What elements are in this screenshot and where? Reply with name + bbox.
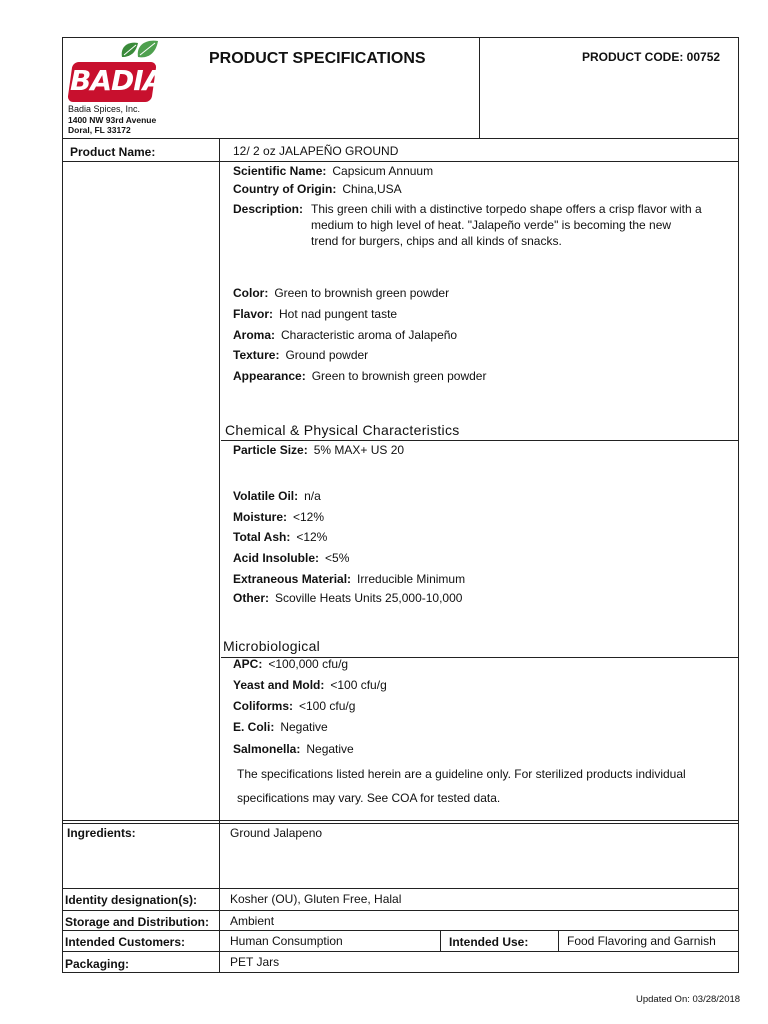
storage-value: Ambient (230, 914, 275, 928)
updated-date: Updated On: 03/28/2018 (636, 994, 741, 1005)
moisture-spec: Moisture: <12% (233, 510, 325, 524)
description-line-1: This green chili with a distinctive torpedo shape offers a crisp flavor with a (311, 202, 702, 216)
page-title: PRODUCT SPECIFICATIONS (209, 50, 426, 67)
ecoli-spec: E. Coli: Negative (233, 720, 328, 734)
color-spec: Color: Green to brownish green powder (233, 286, 450, 300)
chemical-heading: Chemical & Physical Characteristics (225, 422, 460, 438)
particle-size-spec: Particle Size: 5% MAX+ US 20 (233, 443, 405, 457)
guideline-note-line-2: specifications may vary. See COA for tested data. (237, 791, 501, 805)
packaging-value: PET Jars (230, 955, 280, 969)
company-name: Badia Spices, Inc. (68, 104, 141, 114)
country-of-origin: Country of Origin: China,USA (233, 182, 402, 196)
scientific-name: Scientific Name: Capsicum Annuum (233, 164, 434, 178)
packaging-label: Packaging: (65, 957, 130, 971)
salmonella-spec: Salmonella: Negative (233, 742, 354, 756)
product-name-label: Product Name: (70, 145, 156, 159)
identity-label: Identity designation(s): (65, 893, 197, 907)
flavor-spec: Flavor: Hot nad pungent taste (233, 307, 398, 321)
intended-customers-label: Intended Customers: (65, 935, 186, 949)
description-label: Description: (233, 202, 304, 216)
ingredients-label: Ingredients: (67, 826, 136, 840)
appearance-spec: Appearance: Green to brownish green powder (233, 369, 487, 383)
company-address-line1: 1400 NW 93rd Avenue (68, 115, 157, 125)
identity-value: Kosher (OU), Gluten Free, Halal (230, 892, 402, 906)
leaf-icon (118, 37, 160, 61)
storage-label: Storage and Distribution: (65, 915, 209, 929)
coliforms-spec: Coliforms: <100 cfu/g (233, 699, 356, 713)
apc-spec: APC: <100,000 cfu/g (233, 657, 349, 671)
microbiological-heading: Microbiological (223, 638, 321, 654)
logo-wordmark: BADIA (70, 64, 164, 97)
acid-insoluble-spec: Acid Insoluble: <5% (233, 551, 350, 565)
description-line-2: medium to high level of heat. "Jalapeño verde" is becoming the new (311, 218, 672, 232)
intended-use-label: Intended Use: (449, 935, 529, 949)
other-spec: Other: Scoville Heats Units 25,000-10,000 (233, 591, 463, 605)
company-address-line2: Doral, FL 33172 (68, 125, 131, 135)
total-ash-spec: Total Ash: <12% (233, 530, 328, 544)
description-line-3: trend for burgers, chips and all kinds of snacks. (311, 234, 562, 248)
extraneous-material-spec: Extraneous Material: Irreducible Minimum (233, 572, 466, 586)
texture-spec: Texture: Ground powder (233, 348, 369, 362)
guideline-note-line-1: The specifications listed herein are a guideline only. For sterilized products individual (237, 767, 686, 781)
aroma-spec: Aroma: Characteristic aroma of Jalapeño (233, 328, 458, 342)
intended-customers-value: Human Consumption (230, 934, 343, 948)
volatile-oil-spec: Volatile Oil: n/a (233, 489, 321, 503)
intended-use-value: Food Flavoring and Garnish (567, 934, 716, 948)
ingredients-value: Ground Jalapeno (230, 826, 323, 840)
product-code: PRODUCT CODE: 00752 (582, 50, 721, 64)
yeast-mold-spec: Yeast and Mold: <100 cfu/g (233, 678, 387, 692)
product-name-value: 12/ 2 oz JALAPEÑO GROUND (233, 144, 399, 158)
